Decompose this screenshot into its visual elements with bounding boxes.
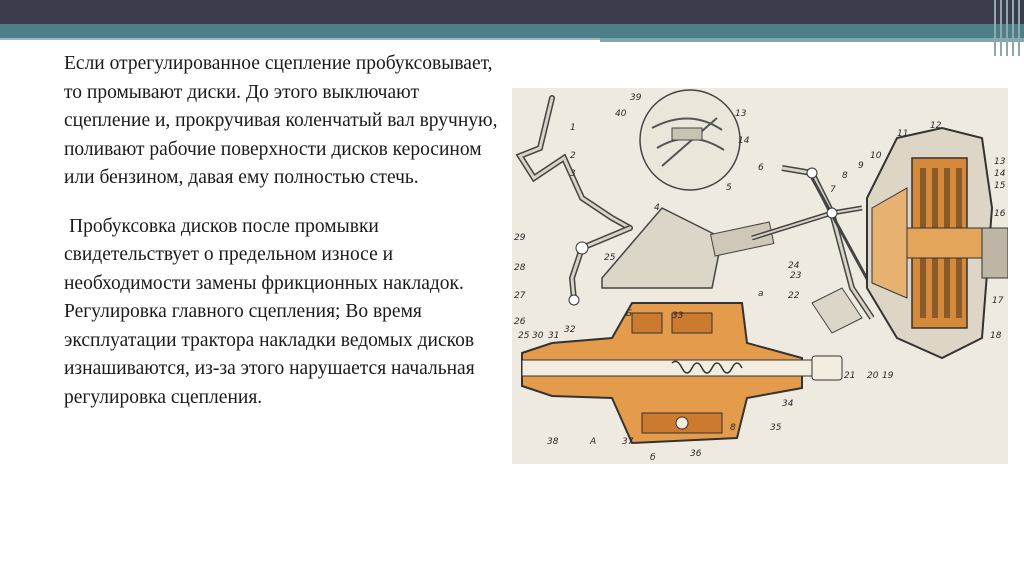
diagram-callout-label: 12 xyxy=(930,121,942,131)
title-bar xyxy=(0,0,1024,24)
decorative-stripes xyxy=(984,0,1024,56)
diagram-callout-label: 35 xyxy=(770,423,782,433)
diagram-callout-label: 29 xyxy=(514,233,526,243)
diagram-callout-label: Б xyxy=(626,309,633,319)
diagram-callout-label: б xyxy=(650,453,656,463)
diagram-callout-label: 14 xyxy=(994,169,1006,179)
diagram-callout-label: 38 xyxy=(547,437,559,447)
diagram-callout-label: 14 xyxy=(738,136,750,146)
diagram-callout-label: 27 xyxy=(514,291,526,301)
diagram-callout-label: 1 xyxy=(570,123,576,133)
diagram-callout-label: 4 xyxy=(654,203,660,213)
diagram-callout-label: 22 xyxy=(788,291,800,301)
diagram-callout-label: 8 xyxy=(842,171,848,181)
diagram-callout-label: 37 xyxy=(622,437,634,447)
diagram-callout-label: 24 xyxy=(788,261,800,271)
diagram-callout-label: 8 xyxy=(730,423,736,433)
diagram-callout-label: 33 xyxy=(672,311,684,321)
accent-band xyxy=(0,24,1024,38)
diagram-callout-label: 25 xyxy=(518,331,530,341)
diagram-callout-label: 11 xyxy=(897,129,909,139)
diagram-callout-label: 17 xyxy=(992,296,1004,306)
diagram-callout-label: 7 xyxy=(830,185,836,195)
diagram-callout-label: 13 xyxy=(735,109,747,119)
diagram-callout-label: 34 xyxy=(782,399,794,409)
diagram-callout-label: а xyxy=(758,289,764,299)
slide-body-text xyxy=(64,50,504,412)
diagram-callout-label: 3 xyxy=(570,169,576,179)
diagram-callout-label: 13 xyxy=(994,157,1006,167)
diagram-callout-label: А xyxy=(590,437,597,447)
diagram-callout-label: 40 xyxy=(615,109,627,119)
accent-line xyxy=(600,38,1024,42)
diagram-callout-label: 21 xyxy=(844,371,856,381)
diagram-callout-label: 26 xyxy=(514,317,526,327)
diagram-callout-label: 19 xyxy=(882,371,894,381)
diagram-callout-label: 30 xyxy=(532,331,544,341)
diagram-callout-label: 16 xyxy=(994,209,1006,219)
diagram-callout-label: 32 xyxy=(564,325,576,335)
clutch-diagram xyxy=(512,88,1008,464)
diagram-callout-label: 9 xyxy=(858,161,864,171)
diagram-callout-label: 10 xyxy=(870,151,882,161)
clutch-diagram-drawing xyxy=(512,88,1008,464)
diagram-callout-label: 20 xyxy=(867,371,879,381)
paragraph-washing: Если отрегулированное сцепление пробуксовывает, то промывают диски. До этого выключают сцепление и, прокручивая коленчатый вал вручную, поливают рабочие поверхности дисков керосином или бензином, давая ему полностью стечь. xyxy=(64,53,498,188)
diagram-callout-label: 18 xyxy=(990,331,1002,341)
diagram-callout-label: 5 xyxy=(726,183,732,193)
diagram-callout-label: 15 xyxy=(994,181,1006,191)
diagram-callout-label: 36 xyxy=(690,449,702,459)
diagram-callout-label: 28 xyxy=(514,263,526,273)
diagram-callout-label: 6 xyxy=(758,163,764,173)
diagram-callout-label: 39 xyxy=(630,93,642,103)
diagram-callout-label: 2 xyxy=(570,151,576,161)
diagram-callout-label: 23 xyxy=(790,271,802,281)
accent-line-left xyxy=(0,38,600,40)
diagram-callout-label: 31 xyxy=(548,331,560,341)
diagram-callout-label: 25 xyxy=(604,253,616,263)
paragraph-wear: Пробуксовка дисков после промывки свидетельствует о предельном износе и необходимости замены фрикционных накладок. Регулировка главного сцепления; Во время эксплуатации трактора накладки ведомых дисков изнашиваются, из-за этого нарушается начальная регулировка сцепления. xyxy=(64,215,475,408)
